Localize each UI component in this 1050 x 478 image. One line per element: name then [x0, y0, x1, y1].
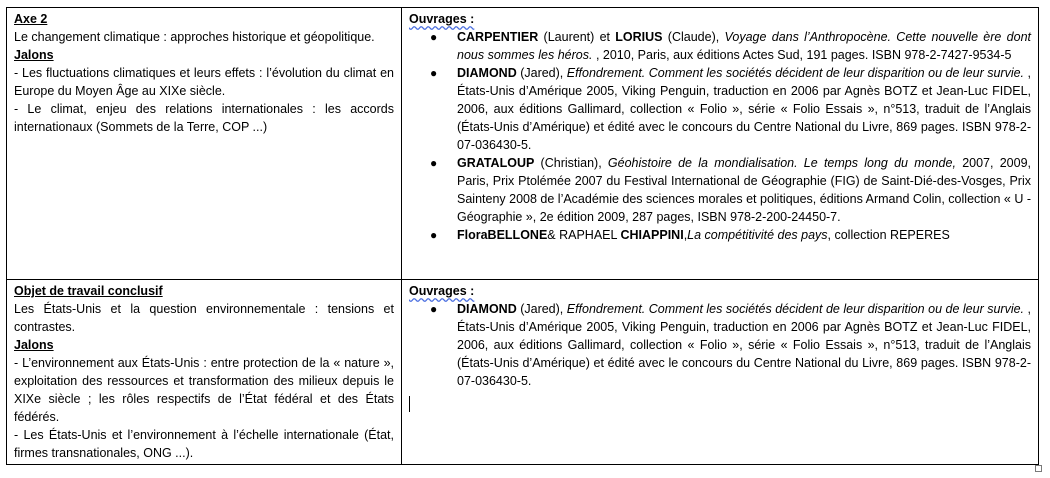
book-title: Effondrement. Comment les sociétés décident de leur disparition ou de leur survie. [566, 66, 1025, 80]
book-details: , collection REPERES [827, 228, 950, 242]
table-row [7, 8, 1039, 280]
author-detail: (Laurent) et [538, 30, 616, 44]
author-name: CARPENTIER [457, 30, 539, 44]
jalon-item: - Les États-Unis et l’environnement à l’échelle internationale (État, firmes transnationales, ONG ...). [14, 428, 394, 460]
bullet-icon: ● [430, 156, 438, 170]
book-reference [430, 64, 1032, 154]
author-detail: (Jared), [516, 66, 567, 80]
jalon-item: - Le climat, enjeu des relations internationales : les accords internationaux (Sommets de la Terre, COP ...) [14, 102, 394, 134]
author-name: GRATALOUP [457, 156, 535, 170]
axis-cell[interactable] [7, 8, 402, 280]
books-heading: Ouvrages : [409, 12, 475, 26]
syllabus-table [6, 7, 1039, 465]
jalon-item: - Les fluctuations climatiques et leurs effets : l’évolution du climat en Europe du Moyen Âge au XIXe siècle. [14, 66, 394, 98]
axis-cell[interactable] [7, 280, 402, 465]
books-heading: Ouvrages : [409, 284, 475, 298]
jalons-heading: Jalons [14, 48, 54, 62]
author-name: CHIAPPINI [620, 228, 684, 242]
book-title: La compétitivité des pays [687, 228, 828, 242]
book-details: , États-Unis d’Amérique 2005, Viking Penguin, traduction en 2006 par Agnès BOTZ et Jean-Luc FIDEL, 2006, aux éditions Gallimard, collection « Folio », série « Folio Essais », n°513, traduit de l’Anglais (États-Unis d’Amérique) et édité avec le concours du Centre National du Livre, 869 pages. ISBN 978-2-07-036430-5. [457, 302, 1032, 388]
table-row [7, 280, 1039, 465]
jalon-item: - L’environnement aux États-Unis : entre protection de la « nature », exploitation des ressources et transformation des milieux depuis le XIXe siècle ; les rôles respectifs de l’État fédéral et des États fédérés. [14, 356, 394, 424]
author-detail: (Jared), [516, 302, 567, 316]
book-reference [430, 154, 1031, 226]
author-name: DIAMOND [457, 66, 517, 80]
bullet-icon: ● [430, 228, 438, 242]
axis-subject: Les États-Unis et la question environnementale : tensions et contrastes. [14, 302, 394, 334]
axis-subject: Le changement climatique : approches historique et géopolitique. [14, 30, 375, 44]
table-resize-handle[interactable] [1035, 465, 1042, 472]
author-name: DIAMOND [457, 302, 517, 316]
axis-heading: Objet de travail conclusif [14, 284, 163, 298]
book-list [409, 28, 1031, 244]
author-detail: (Claude), [662, 30, 725, 44]
book-details: 2007, 2009, Paris, Prix Ptolémée 2007 du Festival International de Géographie (FIG) de Saint-Dié-des-Vosges, Prix Sainteny 2008 de l’Académie des sciences morales et politiques, éditions Armand Colin, collection « U - Géographie », 2e édition 2009, 287 pages, ISBN 978-2-200-24450-7. [457, 156, 1031, 224]
bullet-icon: ● [430, 30, 438, 44]
author-detail: & RAPHAEL [547, 228, 621, 242]
books-cell[interactable] [402, 280, 1039, 465]
book-reference [430, 226, 1031, 244]
author-detail: , [683, 228, 688, 242]
books-cell[interactable] [402, 8, 1039, 280]
book-list [409, 300, 1031, 390]
bullet-icon: ● [430, 66, 438, 80]
author-name: LORIUS [615, 30, 663, 44]
axis-heading: Axe 2 [14, 12, 48, 26]
book-reference [430, 28, 1031, 64]
author-name: FloraBELLONE [457, 228, 548, 242]
book-title: Voyage dans l’Anthropocène. Cette nouvelle ère dont nous sommes les héros. [457, 30, 1031, 62]
book-reference [430, 300, 1032, 390]
book-details: , 2010, Paris, aux éditions Actes Sud, 191 pages. ISBN 978-2-7427-9534-5 [592, 48, 1012, 62]
text-cursor [409, 396, 410, 412]
book-title: Géohistoire de la mondialisation. Le temps long du monde, [607, 156, 956, 170]
jalons-heading: Jalons [14, 338, 54, 352]
author-detail: (Christian), [534, 156, 608, 170]
book-details: , États-Unis d’Amérique 2005, Viking Penguin, traduction en 2006 par Agnès BOTZ et Jean-Luc FIDEL, 2006, aux éditions Gallimard, collection « Folio », série « Folio Essais », n°513, traduit de l’Anglais (États-Unis d’Amérique) et édité avec le concours du Centre National du Livre, 869 pages. ISBN 978-2-07-036430-5. [457, 66, 1032, 152]
bullet-icon: ● [430, 302, 438, 316]
book-title: Effondrement. Comment les sociétés décident de leur disparition ou de leur survie. [566, 302, 1025, 316]
